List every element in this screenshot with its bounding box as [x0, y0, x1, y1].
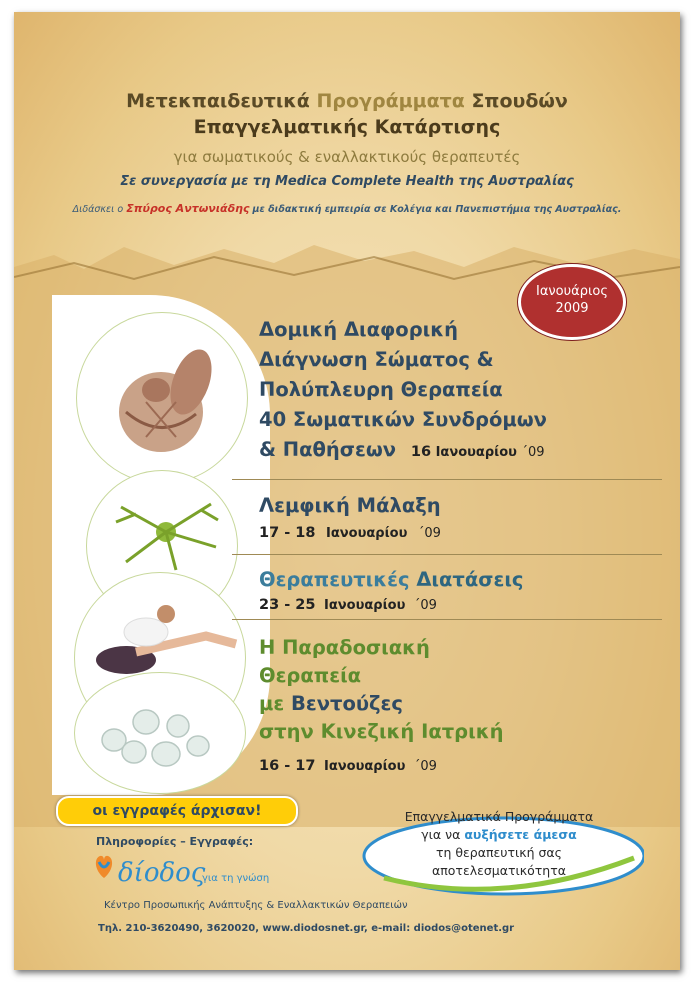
badge-month: Ιανουάριος	[536, 284, 608, 299]
badge-year: 2009	[555, 301, 589, 316]
course-date-year: ΄09	[521, 445, 545, 460]
logo-tagline: για τη γνώση	[202, 873, 270, 884]
teacher-name: Σπύρος Αντωνιάδης	[126, 202, 250, 215]
course-title-line: Διάγνωση Σώματος &	[259, 348, 494, 371]
course-date-year: ΄09	[417, 526, 441, 541]
course-date-year: ΄09	[413, 598, 437, 613]
course-date-day: 16	[410, 444, 432, 460]
course-date-month: Ιανουαρίου	[326, 526, 408, 541]
course-title: Διατάσεις	[416, 568, 524, 591]
course-date-month: Ιανουαρίου	[324, 759, 406, 774]
course-date-day: 23 - 25	[259, 597, 316, 613]
course-title-line: Πολύπλευρη Θεραπεία	[259, 378, 503, 401]
promo-text	[354, 808, 644, 880]
course-title-line: στην Κινεζική Ιατρική	[259, 720, 504, 743]
course-title-line: & Παθήσεων	[259, 438, 397, 461]
course-therapeutic-stretching	[259, 568, 523, 613]
course-date-month: Ιανουαρίου	[324, 598, 406, 613]
course-title-line: Η Παραδοσιακή	[259, 636, 430, 659]
anatomy-muscle-icon	[96, 342, 226, 462]
promo-line: για να	[421, 827, 461, 842]
cupping-glasses-icon	[94, 692, 224, 772]
promo-line: τη θεραπευτική σας	[435, 845, 563, 860]
center-name: Κέντρο Προσωπικής Ανάπτυξης & Εναλλακτικών Θεραπειών	[104, 900, 408, 911]
teacher-suffix: με διδακτική εμπειρία σε Κολέγια και Πανεπιστήμια της Αυστραλίας.	[252, 204, 622, 215]
teacher-prefix: Διδάσκει ο	[72, 204, 124, 215]
diodos-logo-text: δίοδος	[118, 858, 206, 888]
partner-line: Σε συνεργασία με τη Medica Complete Health της Αυστραλίας	[120, 174, 574, 189]
course-title-line: 40 Σωματικών Συνδρόμων	[259, 408, 547, 431]
promo-line: Επαγγελματικά Προγράμματα	[404, 809, 594, 824]
course-title-last-line	[259, 435, 547, 468]
neuron-icon	[106, 492, 226, 572]
title-line-2: Επαγγελματικής Κατάρτισης	[193, 116, 501, 138]
divider	[232, 479, 662, 480]
course-title-line: με	[259, 692, 285, 715]
course-date-day: 17 - 18	[259, 525, 316, 541]
course-lymphatic-massage	[259, 494, 441, 541]
title-word: Σπουδών	[471, 90, 568, 112]
course-structural-diagnosis	[259, 315, 547, 468]
course-title: Θεραπευτικές	[259, 568, 410, 591]
teacher-line	[14, 202, 680, 215]
course-date-day: 16 - 17	[259, 758, 316, 774]
promo-line: αποτελεσματικότητα	[432, 863, 566, 878]
title-word-accent: Προγράμματα	[316, 90, 465, 112]
divider	[232, 554, 662, 555]
course-title: Λεμφική Μάλαξη	[259, 494, 441, 517]
registration-banner: οι εγγραφές άρχισαν!	[56, 796, 298, 826]
divider	[232, 619, 662, 620]
subtitle: για σωματικούς & εναλλακτικούς θεραπευτές	[173, 148, 521, 166]
title-word: Μετεκπαιδευτικά	[126, 90, 310, 112]
course-cupping-therapy	[259, 634, 503, 781]
info-label: Πληροφορίες – Εγγραφές:	[96, 835, 254, 848]
poster	[14, 12, 680, 970]
course-title-line: Θεραπεία	[259, 664, 362, 687]
title-line-1	[14, 90, 680, 112]
promo-highlight: αυξήσετε άμεσα	[464, 827, 577, 842]
course-date-month: Ιανουαρίου	[435, 445, 517, 460]
diodos-logo-icon	[92, 852, 116, 882]
contact-info: Τηλ. 210-3620490, 3620020, www.diodosnet.gr, e-mail: diodos@otenet.gr	[98, 923, 515, 934]
course-title-line: Δομική Διαφορική	[259, 318, 458, 341]
course-date-year: ΄09	[413, 759, 437, 774]
course-title-line: Βεντούζες	[291, 692, 403, 715]
